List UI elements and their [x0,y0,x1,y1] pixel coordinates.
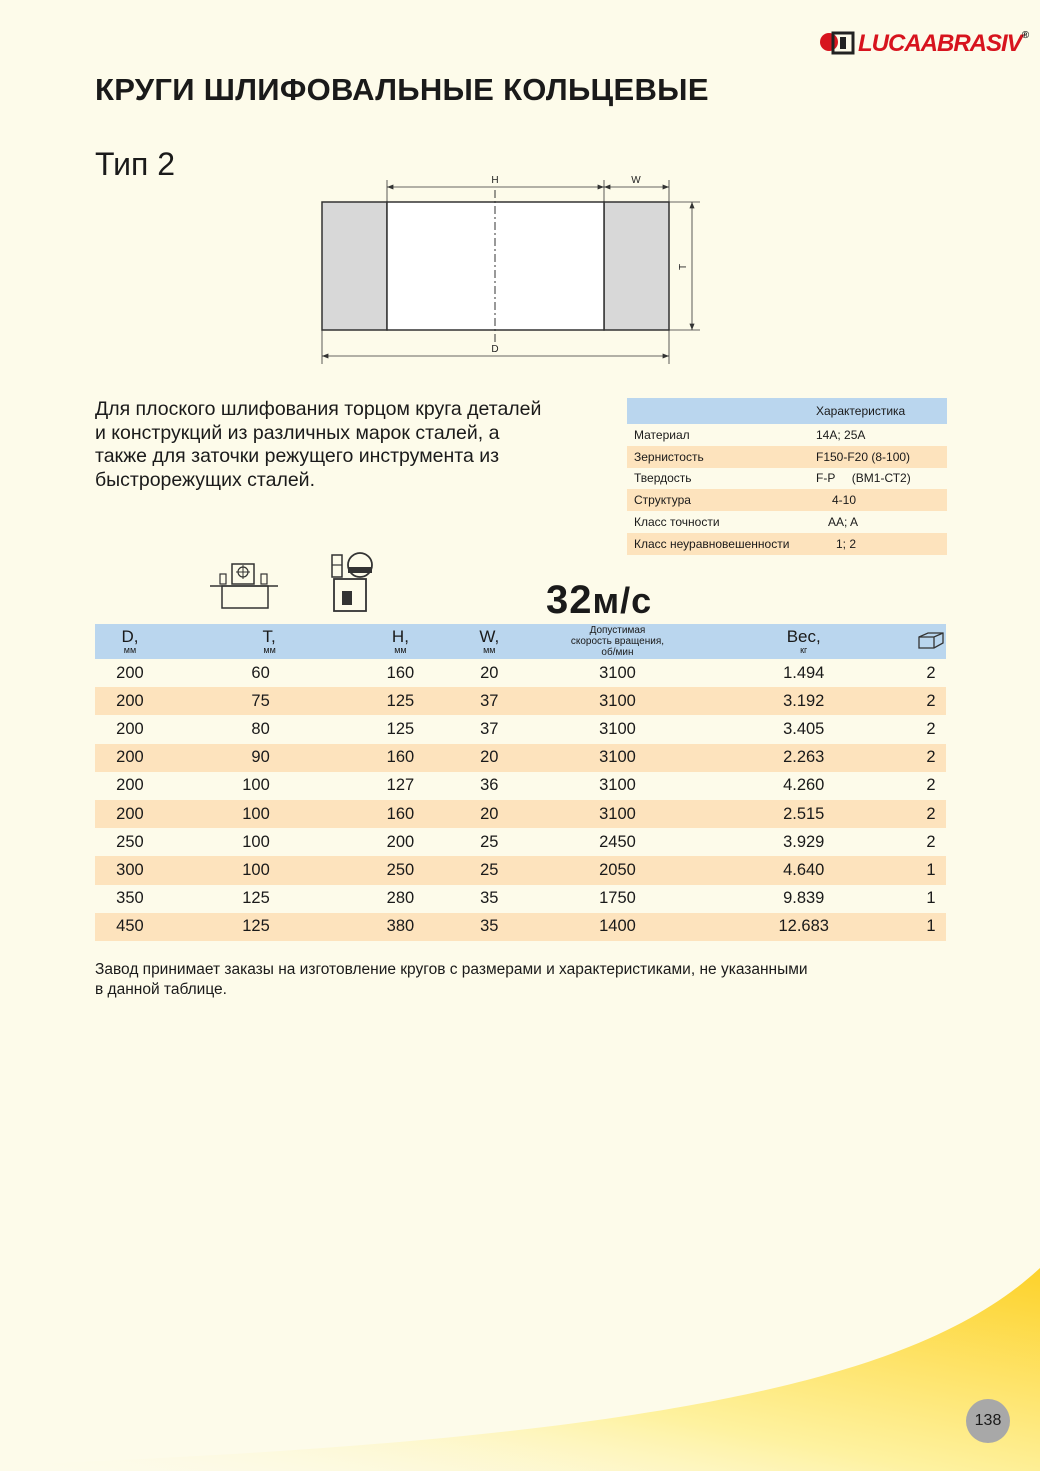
cell-t: 100 [242,776,270,795]
spec-row [627,468,947,490]
table-header-row [95,624,946,659]
cell-h: 160 [356,744,445,772]
wheel-wall-left [322,202,387,330]
cell-w: 20 [445,744,533,772]
cell-speed: 3100 [599,776,636,795]
dim-label-t: T [678,263,689,271]
table-row [95,885,946,913]
cell-mass: 12.683 [701,913,856,941]
cell-package: 2 [856,744,946,772]
cell-t: 125 [165,913,356,941]
table-row [95,687,946,715]
footnote: Завод принимает заказы на изготовление кругов с размерами и характеристиками, не указанными в данной таблице. [95,961,808,998]
type-subtitle: Тип 2 [95,146,176,182]
cell-t: 100 [165,856,356,884]
cell-d: 200 [95,744,165,772]
cell-mass: 1.494 [783,663,825,682]
cell-mass: 2.515 [701,800,856,828]
product-table-body [95,659,946,941]
col-mass: Вес, кг [701,624,856,659]
spec-value: AA; A [828,515,859,530]
cell-h: 125 [386,719,415,738]
cell-h: 127 [386,776,415,795]
table-row [95,800,946,828]
dim-label-w: W [631,175,641,186]
spec-row [627,446,947,468]
table-row [95,715,946,743]
spec-row [627,424,947,446]
cell-t: 125 [242,889,270,908]
page-number: 138 [966,1399,1010,1443]
surface-grinding-icon [208,560,280,612]
cell-h: 280 [386,889,415,908]
wheel-drawing [300,168,710,368]
page-title: КРУГИ ШЛИФОВАЛЬНЫЕ КОЛЬЦЕВЫЕ [95,72,709,107]
table-row [95,856,946,884]
col-d: D, мм [95,624,165,659]
spec-label: Структура [627,489,816,511]
spec-row [627,533,947,555]
cell-speed: 1750 [599,889,636,908]
cell-h: 380 [356,913,445,941]
cell-speed: 3100 [599,719,636,738]
cell-t: 90 [165,744,356,772]
spec-header-row [627,398,947,424]
cell-package: 1 [926,889,936,908]
cell-w: 25 [445,856,533,884]
cell-speed: 3100 [533,800,701,828]
col-package [856,624,946,659]
cell-w: 20 [445,800,533,828]
spec-value: F-P (ВМ1-СТ2) [816,471,911,486]
speed-value: 32 [546,578,593,622]
product-table [95,624,946,941]
spec-value: F150-F20 (8-100) [816,446,947,468]
cell-d: 300 [95,856,165,884]
cell-h: 200 [386,832,415,851]
spec-label: Класс точности [634,515,720,530]
cell-w: 35 [480,889,499,908]
spec-table [627,398,947,555]
cell-w: 37 [480,719,499,738]
speed-unit: м/с [592,580,653,621]
cell-package: 2 [926,776,936,795]
cell-speed: 2450 [599,832,636,851]
dim-label-d: D [491,344,499,355]
spec-label: Зернистость [627,446,816,468]
col-t: T, мм [165,624,356,659]
col-h: H, мм [356,624,445,659]
spec-label: Твердость [634,471,692,486]
table-row [95,772,946,800]
spec-value: 14A; 25A [816,427,866,442]
cell-d: 200 [116,663,144,682]
cell-t: 60 [251,663,270,682]
cell-w: 25 [480,832,499,851]
cell-package: 2 [926,832,936,851]
cell-mass: 2.263 [701,744,856,772]
max-speed-badge [546,578,652,623]
cell-d: 200 [95,800,165,828]
cell-t: 100 [242,832,270,851]
brand-logo: LUCAABRASIV® [818,28,1023,60]
cell-package: 1 [856,856,946,884]
logo-text: LUCAABRASIV [858,30,1022,57]
cell-mass: 3.192 [701,687,856,715]
cell-d: 250 [116,832,144,851]
package-box-icon [916,630,946,650]
table-row [95,659,946,687]
cell-t: 75 [165,687,356,715]
cell-w: 37 [445,687,533,715]
table-row [95,913,946,941]
wheel-wall-right [604,202,669,330]
cell-h: 125 [356,687,445,715]
cell-d: 200 [116,719,144,738]
description: Для плоского шлифования торцом круга деталей и конструкций из различных марок сталей, а также для заточки режущего инструмента из быстрорежущих сталей. [95,398,542,491]
cell-h: 160 [356,800,445,828]
dim-label-h: H [491,175,499,186]
col-speed: Допустимая скорость вращения, об/мин [533,624,701,659]
cell-d: 450 [95,913,165,941]
spec-label: Класс неуравновешенности [627,533,816,555]
cell-w: 36 [480,776,499,795]
cell-speed: 2050 [533,856,701,884]
sharpening-machine-icon [330,551,380,613]
cell-w: 20 [480,663,499,682]
col-w: W, мм [445,624,533,659]
table-row [95,828,946,856]
spec-value: 4-10 [816,489,947,511]
cell-package: 2 [926,663,936,682]
cell-d: 200 [95,687,165,715]
cell-package: 2 [856,687,946,715]
cell-mass: 4.260 [783,776,825,795]
cell-speed: 3100 [599,663,636,682]
cell-speed: 3100 [533,744,701,772]
cell-d: 350 [116,889,144,908]
cell-package: 2 [926,719,936,738]
spec-row [627,511,947,533]
decorative-swoosh [0,1250,1040,1471]
cell-package: 2 [856,800,946,828]
table-row [95,744,946,772]
cell-w: 35 [445,913,533,941]
cell-package: 1 [856,913,946,941]
cell-mass: 3.929 [783,832,825,851]
cell-t: 100 [165,800,356,828]
cell-mass: 9.839 [783,889,825,908]
spec-value: 1; 2 [816,533,947,555]
spec-header: Характеристика [816,398,947,424]
spec-label: Материал [634,427,690,442]
cell-speed: 3100 [533,687,701,715]
cell-d: 200 [116,776,144,795]
cell-mass: 4.640 [701,856,856,884]
cell-t: 80 [251,719,270,738]
cell-speed: 1400 [533,913,701,941]
cell-h: 160 [386,663,415,682]
cell-h: 250 [356,856,445,884]
spec-row [627,489,947,511]
cell-mass: 3.405 [783,719,825,738]
